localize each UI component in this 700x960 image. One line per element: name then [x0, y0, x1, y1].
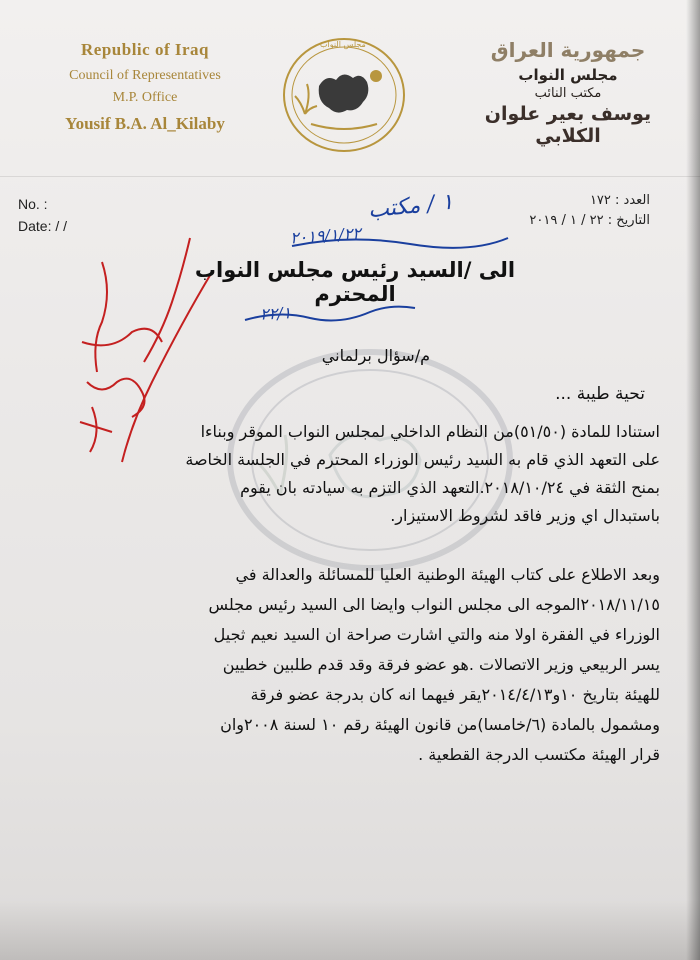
paragraph-1-line: بمنح الثقة في ٢٠١٨/١٠/٢٤.التعهد الذي التزم به سيادته بان يقوم [240, 478, 660, 497]
page-edge-shadow [686, 0, 700, 960]
paragraph-2-line: قرار الهيئة مكتسب الدرجة القطعية . [418, 745, 660, 764]
number-label: No. : [18, 196, 48, 212]
paragraph-1 [60, 418, 660, 530]
paragraph-2-line: الوزراء في الفقرة اولا منه والتي اشارت صراحة ان السيد نعيم ثجيل [213, 625, 660, 644]
header-en-line2: Council of Representatives [69, 68, 221, 83]
page-shadow [0, 900, 700, 960]
header-ar-line2: مجلس النواب [518, 66, 618, 84]
letter-subject: م/سؤال برلماني [321, 346, 430, 365]
header-en-line1: Republic of Iraq [81, 40, 209, 59]
date-arabic: التاريخ : ٢٢ / ١ / ٢٠١٩ [529, 213, 650, 228]
date-label: Date: / / [18, 218, 68, 234]
paragraph-1-line: على التعهد الذي قام به السيد رئيس الوزراء المحترم في الجلسة الخاصة [185, 450, 660, 469]
blue-underline-icon [290, 228, 510, 258]
header-en-line3: M.P. Office [112, 90, 178, 105]
council-emblem-icon [281, 36, 407, 154]
emblem-text: مجلس النواب [320, 40, 366, 49]
handwritten-note-blue-1: ١ / مكتب [366, 189, 455, 224]
number-arabic: العدد : ١٧٢ [589, 193, 650, 208]
paragraph-2-line: يسر الربيعي وزير الاتصالات .هو عضو فرقة وقد قدم طلبين خطيين [222, 655, 660, 674]
header-ar-line3: مكتب النائب [534, 86, 602, 101]
letter-addressee: الى /السيد رئيس مجلس النواب المحترم [194, 258, 516, 306]
handwritten-note-blue-3: ٢٢/١ [259, 303, 292, 324]
paragraph-2-line: ومشمول بالمادة (٦/خامسا)من قانون الهيئة رقم ١٠ لسنة ٢٠٠٨وان [220, 715, 660, 734]
arabic-letterhead [468, 38, 668, 147]
header-divider [0, 176, 700, 177]
header-en-line4: Yousif B.A. Al_Kilaby [65, 114, 225, 133]
header-ar-line4: يوسف بعير علوان الكلابي [484, 103, 652, 147]
paragraph-1-line: باستبدال اي وزير فاقد لشروط الاستيزار. [390, 506, 660, 525]
letter-greeting: تحية طيبة ... [555, 384, 645, 404]
english-letterhead [30, 40, 260, 134]
paragraph-2 [60, 560, 660, 770]
paragraph-1-line: استنادا للمادة (٥١/٥٠)من النظام الداخلي لمجلس النواب الموقر وبناءا [200, 422, 660, 441]
paragraph-2-line: للهيئة بتاريخ ١٠و٢٠١٤/٤/١٣يقر فيهما انه كان بدرجة عضو فرقة [250, 685, 660, 704]
header-ar-line1: جمهورية العراق [490, 38, 646, 62]
handwritten-note-blue-2: ٢٠١٩/١/٢٢ [289, 223, 362, 248]
paragraph-2-line: وبعد الاطلاع على كتاب الهيئة الوطنية العليا للمسائلة والعدالة في [235, 565, 660, 584]
paragraph-2-line: ٢٠١٨/١١/١٥الموجه الى مجلس النواب وايضا الى السيد رئيس مجلس [208, 595, 660, 614]
